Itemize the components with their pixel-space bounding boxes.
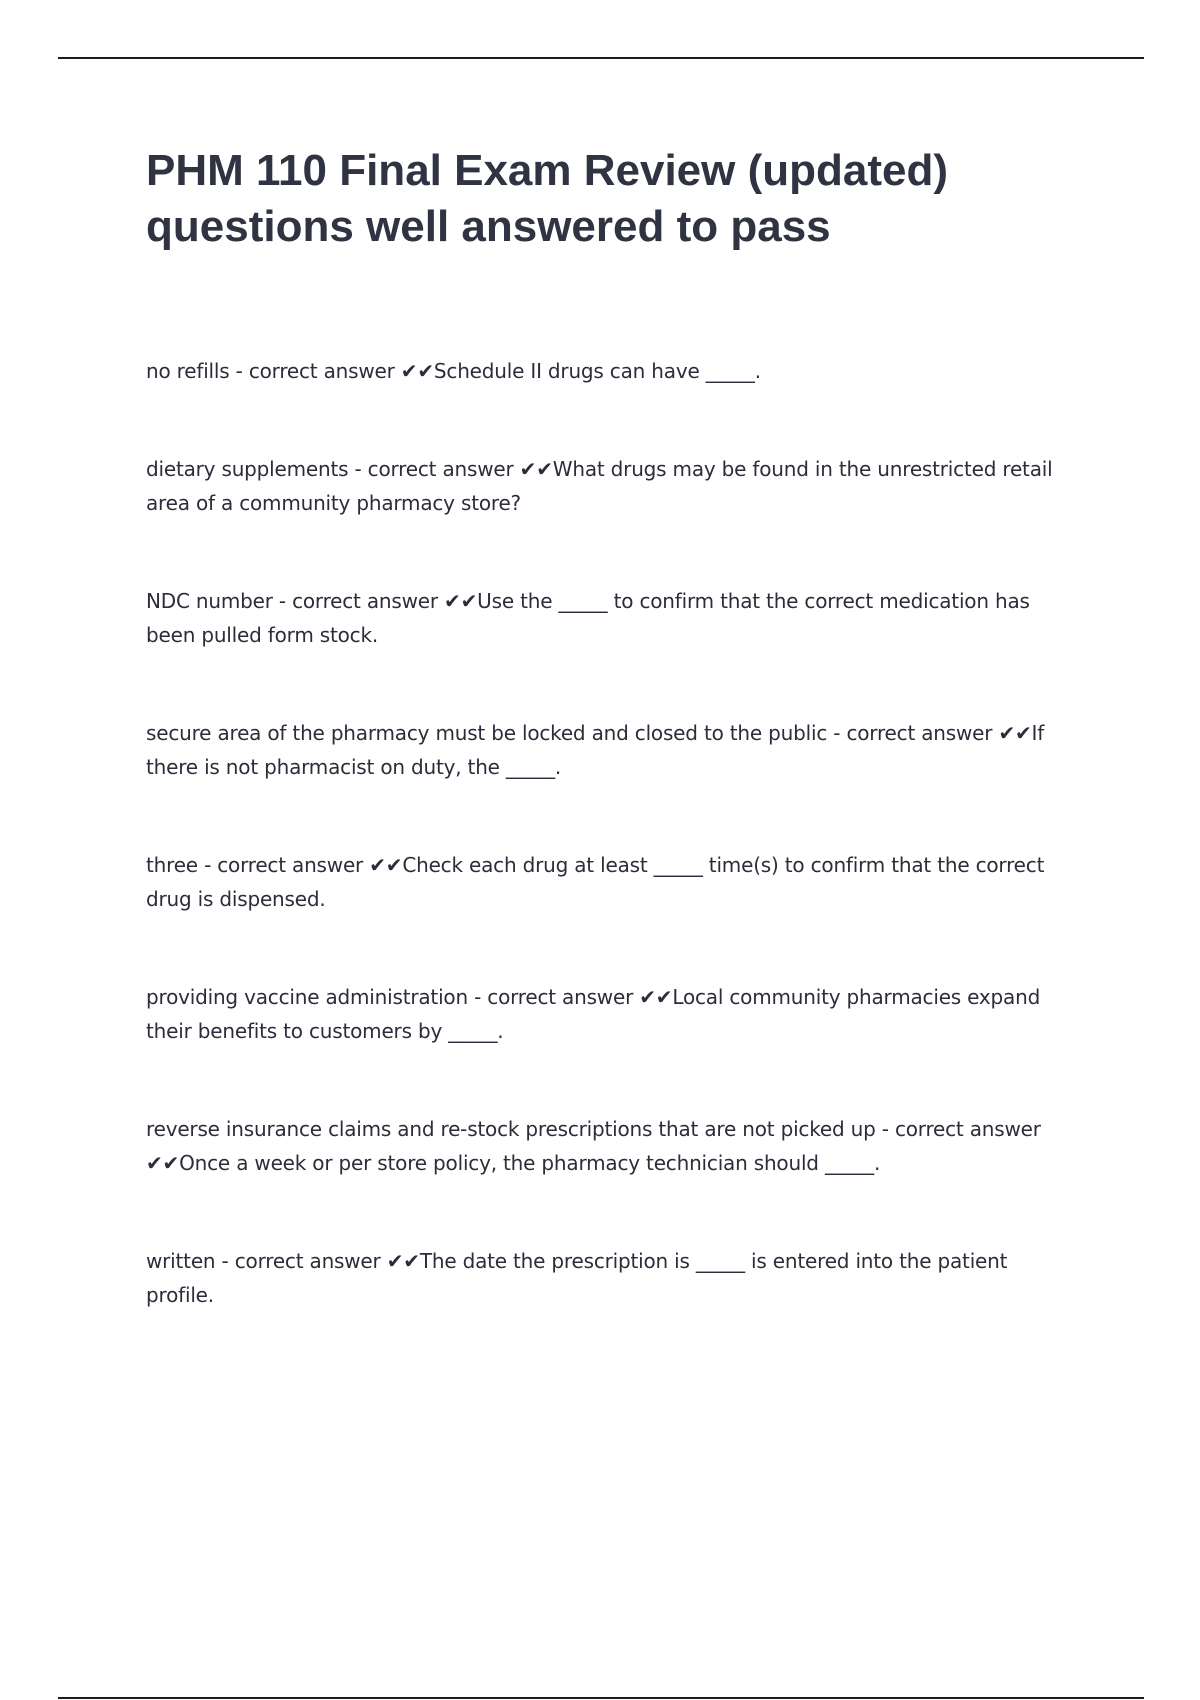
qa-item: written - correct answer ✔✔The date the prescription is _____ is entered into the patient profile. bbox=[146, 1249, 1008, 1307]
qa-item: reverse insurance claims and re-stock prescriptions that are not picked up - correct answer ✔✔Once a week or per store policy, the pharmacy technician should _____. bbox=[146, 1117, 1041, 1175]
qa-item: secure area of the pharmacy must be locked and closed to the public - correct answer ✔✔If there is not pharmacist on duty, the _____. bbox=[146, 721, 1045, 779]
qa-item: NDC number - correct answer ✔✔Use the _____ to confirm that the correct medication has been pulled form stock. bbox=[146, 589, 1030, 647]
top-divider bbox=[58, 57, 1144, 59]
qa-item: three - correct answer ✔✔Check each drug at least _____ time(s) to confirm that the correct drug is dispensed. bbox=[146, 853, 1045, 911]
qa-item: no refills - correct answer ✔✔Schedule II drugs can have _____. bbox=[146, 359, 761, 383]
qa-list bbox=[146, 354, 1066, 1312]
bottom-divider bbox=[58, 1697, 1144, 1699]
qa-item: providing vaccine administration - correct answer ✔✔Local community pharmacies expand their benefits to customers by _____. bbox=[146, 985, 1041, 1043]
qa-item: dietary supplements - correct answer ✔✔What drugs may be found in the unrestricted retail area of a community pharmacy store? bbox=[146, 457, 1053, 515]
document-title: PHM 110 Final Exam Review (updated) questions well answered to pass bbox=[146, 146, 949, 251]
